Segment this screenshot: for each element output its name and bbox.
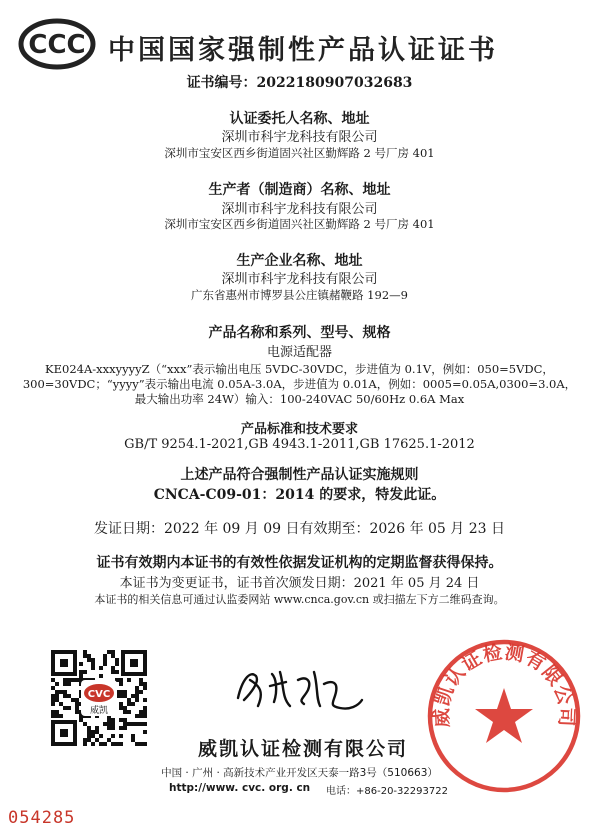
certificate-title: 中国国家强制性产品认证证书: [108, 35, 498, 66]
issuer-company-name: 威凯认证检测有限公司: [197, 738, 408, 760]
svg-text:CCC: CCC: [28, 30, 86, 60]
product-heading: 产品名称和系列、型号、规格: [208, 325, 391, 341]
factory-name: 深圳市科宇龙科技有限公司: [221, 272, 378, 287]
model-line: KE024A-xxxyyyyZ（“xxx”表示输出电压 5VDC-30VDC，步进值为 0.1V，例如：050=5VDC，: [45, 362, 554, 376]
applicant-name: 深圳市科宇龙科技有限公司: [221, 130, 378, 145]
manufacturer-name: 深圳市科宇龙科技有限公司: [221, 202, 378, 217]
change-note: 本证书为变更证书，证书首次颁发日期：2021 年 05 月 24 日: [119, 576, 480, 591]
model-line: 300=30VDC；“yyyy”表示输出电流 0.05A-3.0A，步进值为 0.01A，例如：0005=0.05A,0300=3.0A，: [22, 377, 577, 391]
svg-text:威凯认证检测有限公司: 威凯认证检测有限公司: [430, 641, 578, 728]
serial-number: 054285: [8, 808, 76, 828]
model-line: 最大输出功率 24W）输入：100-240VAC 50/60Hz 0.6A Max: [134, 392, 465, 406]
manufacturer-address: 深圳市宝安区西乡街道固兴社区勤辉路 2 号厂房 401: [164, 217, 435, 231]
applicant-heading: 认证委托人名称、地址: [229, 111, 370, 127]
compliance-line-1: 上述产品符合强制性产品认证实施规则: [180, 467, 419, 483]
product-name: 电源适配器: [266, 345, 332, 360]
validity-note: 证书有效期内本证书的有效性依据发证机构的定期监督获得保持。: [96, 555, 503, 571]
svg-text:CVC: CVC: [87, 689, 111, 700]
standards-heading: 产品标准和技术要求: [240, 422, 358, 437]
certificate-number: 证书编号：2022180907032683: [186, 75, 413, 91]
product-model-description: [6, 362, 593, 407]
issuer-phone: 电话：+86-20-32293722: [326, 786, 448, 797]
query-note: 本证书的相关信息可通过认监委网站 www.cnca.gov.cn 或扫描左下方二维码查询。: [94, 593, 505, 606]
factory-address: 广东省惠州市博罗县公庄镇赭鞭路 192—9: [191, 288, 408, 302]
issuer-website[interactable]: http://www. cvc. org. cn: [169, 782, 311, 794]
issue-and-expiry-dates: 发证日期：2022 年 09 月 09 日有效期至：2026 年 05 月 23 日: [93, 521, 506, 537]
handwritten-signature: [220, 650, 370, 720]
standards-value: GB/T 9254.1-2021,GB 4943.1-2011,GB 17625.1-2012: [124, 437, 475, 452]
applicant-address: 深圳市宝安区西乡街道固兴社区勤辉路 2 号厂房 401: [164, 146, 435, 160]
issuer-address: 中国 · 广州 · 高新技术产业开发区天泰一路3号（510663）: [161, 767, 438, 779]
compliance-line-2: CNCA-C09-01：2014 的要求，特发此证。: [153, 487, 446, 503]
factory-heading: 生产企业名称、地址: [236, 253, 363, 269]
manufacturer-heading: 生产者（制造商）名称、地址: [208, 182, 391, 198]
qr-code[interactable]: [51, 650, 147, 746]
svg-text:威凯: 威凯: [89, 706, 109, 716]
ccc-logo: [18, 18, 96, 70]
